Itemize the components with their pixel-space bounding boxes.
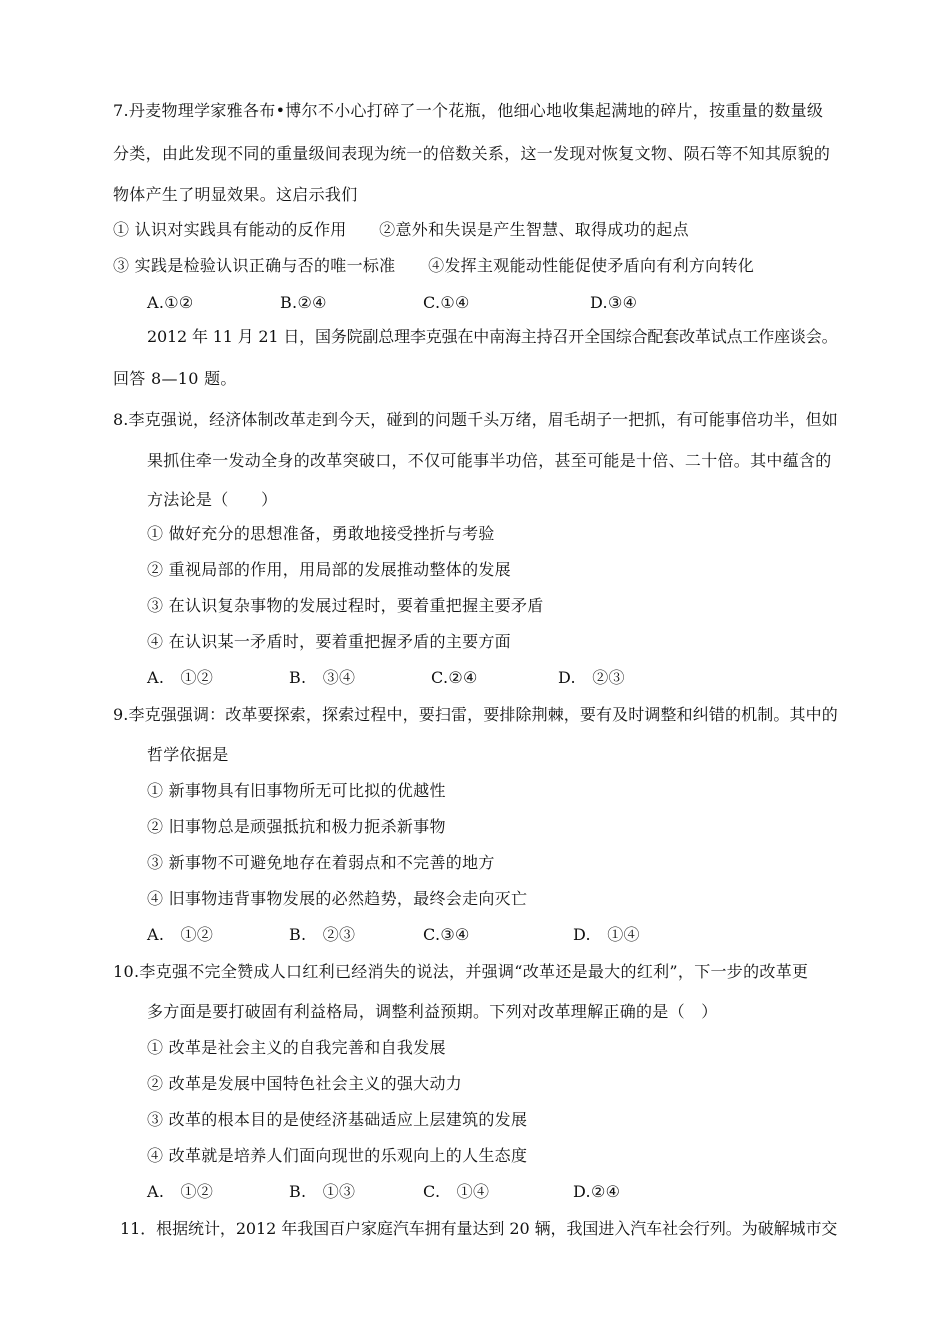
q9-statement-1: ① 新事物具有旧事物所无可比拟的优越性 (147, 781, 446, 800)
q7-line-3: 物体产生了明显效果。这启示我们 (113, 185, 358, 204)
q9-option-a[interactable]: A. ①② (147, 925, 214, 944)
q8-option-c[interactable]: C.②④ (431, 668, 478, 687)
intro-line-1: 2012 年 11 月 21 日，国务院副总理李克强在中南海主持召开全国综合配套改革试点工作座谈会。 (147, 327, 838, 346)
q8-statement-4: ④ 在认识某一矛盾时，要着重把握矛盾的主要方面 (147, 632, 511, 651)
q7-option-b[interactable]: B.②④ (280, 293, 327, 312)
q10-line-2: 多方面是要打破固有利益格局，调整利益预期。下列对改革理解正确的是（ ） (147, 1002, 718, 1021)
q10-statement-2: ② 改革是发展中国特色社会主义的强大动力 (147, 1074, 463, 1093)
intro-line-2: 回答 8—10 题。 (113, 369, 237, 388)
q10-option-a[interactable]: A. ①② (147, 1182, 214, 1201)
q8-line-1: 8.李克强说，经济体制改革走到今天，碰到的问题千头万绪，眉毛胡子一把抓，有可能事倍功半，但如 (113, 410, 838, 429)
q10-option-d[interactable]: D.②④ (573, 1182, 621, 1201)
q7-option-c[interactable]: C.①④ (423, 293, 470, 312)
q8-option-b[interactable]: B. ③④ (289, 668, 356, 687)
q11-line-1: 11．根据统计，2012 年我国百户家庭汽车拥有量达到 20 辆，我国进入汽车社会行列。为破解城市交 (120, 1219, 838, 1238)
q9-statement-3: ③ 新事物不可避免地存在着弱点和不完善的地方 (147, 853, 495, 872)
q8-line-3: 方法论是（ ） (147, 490, 278, 509)
q7-line-2: 分类，由此发现不同的重量级间表现为统一的倍数关系，这一发现对恢复文物、陨石等不知其原貌的 (113, 144, 831, 163)
q8-option-d[interactable]: D. ②③ (558, 668, 625, 687)
q9-statement-2: ② 旧事物总是顽强抵抗和极力扼杀新事物 (147, 817, 446, 836)
q10-line-1: 10.李克强不完全赞成人口红利已经消失的说法，并强调“改革还是最大的红利”，下一步的改革更 (113, 962, 809, 981)
q9-line-2: 哲学依据是 (147, 745, 229, 764)
q7-option-a[interactable]: A.①② (147, 293, 194, 312)
q9-option-c[interactable]: C.③④ (423, 925, 470, 944)
q7-option-d[interactable]: D.③④ (590, 293, 638, 312)
q10-option-b[interactable]: B. ①③ (289, 1182, 356, 1201)
q8-statement-2: ② 重视局部的作用，用局部的发展推动整体的发展 (147, 560, 511, 579)
q10-statement-4: ④ 改革就是培养人们面向现世的乐观向上的人生态度 (147, 1146, 528, 1165)
q10-statement-1: ① 改革是社会主义的自我完善和自我发展 (147, 1038, 446, 1057)
q8-option-a[interactable]: A. ①② (147, 668, 214, 687)
q9-statement-4: ④ 旧事物违背事物发展的必然趋势，最终会走向灭亡 (147, 889, 528, 908)
q9-line-1: 9.李克强强调：改革要探索，探索过程中，要扫雷，要排除荆棘，要有及时调整和纠错的机制。其中的 (113, 705, 838, 724)
q10-option-c[interactable]: C. ①④ (423, 1182, 490, 1201)
q8-statement-3: ③ 在认识复杂事物的发展过程时，要着重把握主要矛盾 (147, 596, 544, 615)
q7-line-1: 7.丹麦物理学家雅各布•博尔不小心打碎了一个花瓶，他细心地收集起满地的碎片，按重量的数量级 (113, 101, 824, 120)
q8-line-2: 果抓住牵一发动全身的改革突破口，不仅可能事半功倍，甚至可能是十倍、二十倍。其中蕴含的 (147, 451, 832, 470)
q7-statements-1-2: ① 认识对实践具有能动的反作用 ②意外和失误是产生智慧、取得成功的起点 (113, 220, 689, 239)
q7-statements-3-4: ③ 实践是检验认识正确与否的唯一标准 ④发挥主观能动性能促使矛盾向有利方向转化 (113, 256, 755, 275)
q10-statement-3: ③ 改革的根本目的是使经济基础适应上层建筑的发展 (147, 1110, 528, 1129)
q9-option-b[interactable]: B. ②③ (289, 925, 356, 944)
q8-statement-1: ① 做好充分的思想准备，勇敢地接受挫折与考验 (147, 524, 495, 543)
q9-option-d[interactable]: D. ①④ (573, 925, 640, 944)
